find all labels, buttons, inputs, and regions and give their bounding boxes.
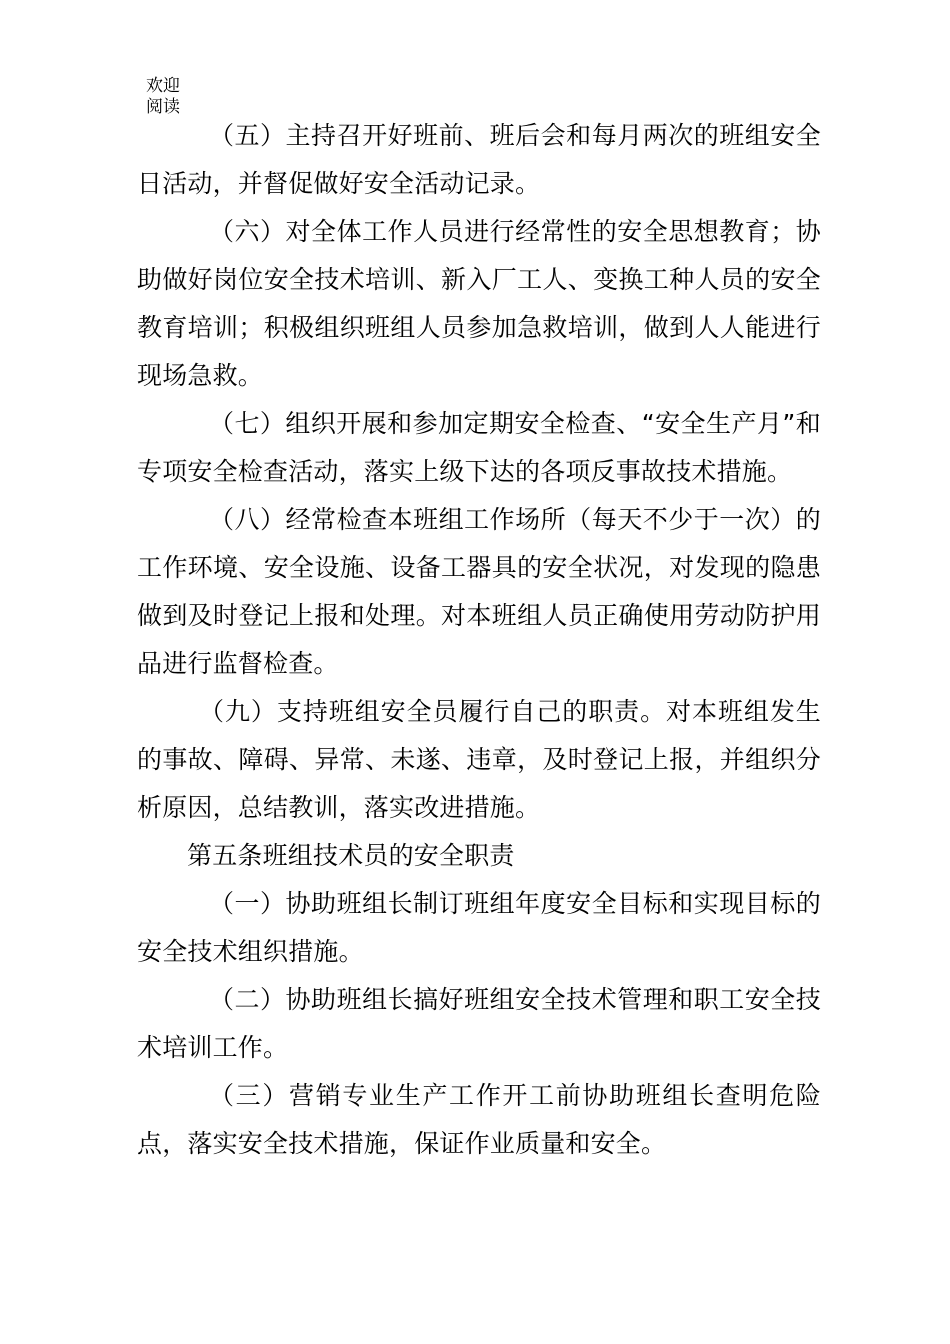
paragraph-tech-duty-1: （一）协助班组长制订班组年度安全目标和实现目标的安全技术组织措施。 — [137, 889, 821, 966]
document-body — [137, 112, 821, 1168]
paragraph-tech-duty-3: （三）营销专业生产工作开工前协助班组长查明危险点，落实安全技术措施，保证作业质量和安全。 — [137, 1081, 821, 1158]
header-note-line: 欢迎 — [146, 76, 180, 96]
header-note-line: 阅读 — [146, 97, 180, 117]
paragraph-tech-duty-2: （二）协助班组长搞好班组安全技术管理和职工安全技术培训工作。 — [137, 985, 821, 1062]
section-heading-article-5: 第五条班组技术员的安全职责 — [187, 841, 515, 870]
paragraph-duty-7: （七）组织开展和参加定期安全检查、“安全生产月”和专项安全检查活动，落实上级下达的各项反事故技术措施。 — [137, 409, 821, 486]
paragraph-duty-6: （六）对全体工作人员进行经常性的安全思想教育；协助做好岗位安全技术培训、新入厂工人、变换工种人员的安全教育培训；积极组织班组人员参加急救培训，做到人人能进行现场急救。 — [137, 217, 821, 390]
paragraph-duty-9: （九）支持班组安全员履行自己的职责。对本班组发生的事故、障碍、异常、未遂、违章，及时登记上报，并组织分析原因，总结教训，落实改进措施。 — [137, 697, 821, 822]
paragraph-duty-5: （五）主持召开好班前、班后会和每月两次的班组安全日活动，并督促做好安全活动记录。 — [137, 121, 821, 198]
paragraph-duty-8: （八）经常检查本班组工作场所（每天不少于一次）的工作环境、安全设施、设备工器具的安全状况，对发现的隐患做到及时登记上报和处理。对本班组人员正确使用劳动防护用品进行监督检查。 — [137, 505, 821, 678]
